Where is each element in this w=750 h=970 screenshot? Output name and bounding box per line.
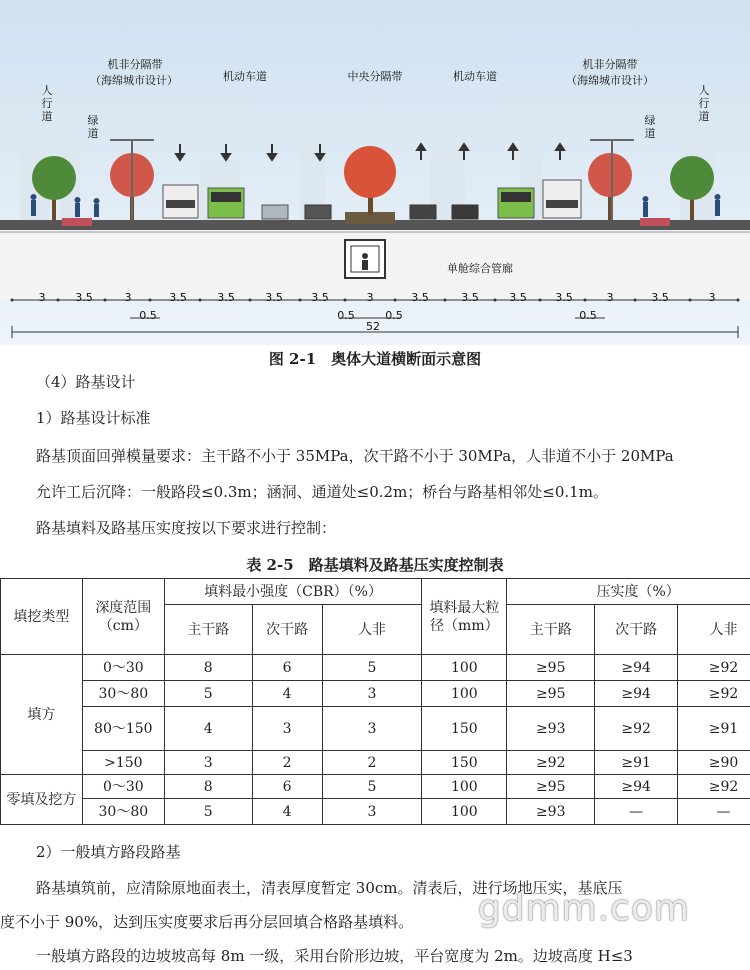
cell: ≥95 <box>507 681 595 707</box>
cell: ≥92 <box>678 775 750 799</box>
label-green-right: 绿道 <box>644 114 656 140</box>
paragraph: 一般填方路段的边坡坡高每 8m 一级，采用台阶形边坡，平台宽度为 2m。边坡高度 H≤3 <box>36 947 633 965</box>
paragraph: 路基填筑前，应清除原地面表土，清表厚度暂定 30cm。清表后，进行场地压实，基底压 <box>36 879 623 897</box>
cell: 3 <box>322 707 422 751</box>
cell: >150 <box>82 751 164 775</box>
dim-label: 3.5 <box>509 291 527 304</box>
cell: 5 <box>164 681 252 707</box>
cell: ≥94 <box>595 655 678 681</box>
section-heading: （4）路基设计 <box>36 373 136 391</box>
watermark: gdmm.com <box>477 888 690 929</box>
subheader-main: 主干路 <box>164 605 252 655</box>
cell: 3 <box>164 751 252 775</box>
header-max-size: 填料最大粒径（mm） <box>422 579 507 655</box>
label-central-divider: 中央分隔带 <box>347 70 403 83</box>
header-compaction: 压实度（%） <box>507 579 750 605</box>
cell: 150 <box>422 707 507 751</box>
cell: 100 <box>422 655 507 681</box>
label-motor-lane-right: 机动车道 <box>453 70 497 83</box>
cell: 100 <box>422 799 507 825</box>
dim-label: 3.5 <box>651 291 669 304</box>
cell: 8 <box>164 655 252 681</box>
header-cbr: 填料最小强度（CBR）（%） <box>164 579 422 605</box>
dim-label: 3.5 <box>169 291 187 304</box>
cell: 3 <box>322 681 422 707</box>
cell: ≥95 <box>507 775 595 799</box>
table-row <box>1 775 750 799</box>
table-row <box>1 655 750 681</box>
cell: 0～30 <box>82 655 164 681</box>
subheader-ped: 人非 <box>678 605 750 655</box>
dim-label: 3.5 <box>217 291 235 304</box>
dim-label: 3 <box>708 291 716 304</box>
dim-label: 3.5 <box>411 291 429 304</box>
subgrade-table <box>0 578 750 825</box>
cell: 5 <box>322 775 422 799</box>
label-green-left: 绿道 <box>87 114 99 140</box>
bike-lane-left <box>62 218 92 226</box>
dim-label: 3 <box>124 291 132 304</box>
paragraph: 度不小于 90%，达到压实度要求后再分层回填合格路基填料。 <box>0 913 414 931</box>
dim-label-small: 0.5 <box>139 309 157 322</box>
subheader-main: 主干路 <box>507 605 595 655</box>
cell: ≥92 <box>595 707 678 751</box>
cell: 4 <box>252 681 322 707</box>
label-motor-lane-left: 机动车道 <box>223 70 267 83</box>
cell: 30～80 <box>82 681 164 707</box>
subheader-ped: 人非 <box>322 605 422 655</box>
cell: 5 <box>322 655 422 681</box>
cell: ≥90 <box>678 751 750 775</box>
group-label: 零填及挖方 <box>1 775 83 825</box>
cell: 2 <box>322 751 422 775</box>
cell: 150 <box>422 751 507 775</box>
cell: ≥93 <box>507 799 595 825</box>
label-sidewalk-left: 人行道 <box>41 84 53 123</box>
cell: 5 <box>164 799 252 825</box>
subheader-secondary: 次干路 <box>252 605 322 655</box>
label-separator-note-left: （海绵城市设计） <box>90 74 178 87</box>
subsection-heading: 2）一般填方路段路基 <box>36 843 181 861</box>
cell: 100 <box>422 775 507 799</box>
cell: 6 <box>252 655 322 681</box>
dim-label: 3.5 <box>265 291 283 304</box>
paragraph: 路基填料及路基压实度按以下要求进行控制： <box>36 519 337 537</box>
cell: 3 <box>252 707 322 751</box>
dim-label: 3 <box>606 291 614 304</box>
cell: 30～80 <box>82 799 164 825</box>
bike-lane-right <box>640 218 670 226</box>
dim-label-small: 0.5 <box>337 309 355 322</box>
table-row <box>1 799 750 825</box>
label-separator-note-right: （海绵城市设计） <box>566 74 654 87</box>
cell: ≥92 <box>678 655 750 681</box>
table-caption: 表 2-5 路基填料及路基压实度控制表 <box>246 556 504 574</box>
cell: 6 <box>252 775 322 799</box>
table-row <box>1 707 750 751</box>
cell: 4 <box>164 707 252 751</box>
dim-label-small: 0.5 <box>385 309 403 322</box>
dim-label: 3.5 <box>311 291 329 304</box>
cross-section-diagram <box>0 0 750 345</box>
cell: 4 <box>252 799 322 825</box>
table-row <box>1 681 750 707</box>
cell: ≥94 <box>595 775 678 799</box>
dim-label: 3.5 <box>555 291 573 304</box>
cell: 2 <box>252 751 322 775</box>
dim-label-small: 0.5 <box>579 309 597 322</box>
paragraph: 路基顶面回弹模量要求：主干路不小于 35MPa，次干路不小于 30MPa，人非道不小于 20MPa <box>36 447 674 465</box>
cell: — <box>678 799 750 825</box>
cell: — <box>595 799 678 825</box>
dim-total: 52 <box>366 320 380 333</box>
cell: ≥95 <box>507 655 595 681</box>
label-sidewalk-right: 人行道 <box>698 84 710 123</box>
subheader-secondary: 次干路 <box>595 605 678 655</box>
dim-label: 3 <box>38 291 46 304</box>
label-separator-right: 机非分隔带 <box>582 58 638 71</box>
cell: ≥91 <box>595 751 678 775</box>
cell: 80～150 <box>82 707 164 751</box>
cell: 8 <box>164 775 252 799</box>
cell: ≥91 <box>678 707 750 751</box>
paragraph: 允许工后沉降：一般路段≤0.3m；涵洞、通道处≤0.2m；桥台与路基相邻处≤0.1m。 <box>36 483 608 501</box>
header-type: 填挖类型 <box>1 579 83 655</box>
dim-label: 3.5 <box>461 291 479 304</box>
subsection-heading: 1）路基设计标准 <box>36 409 151 427</box>
cell: ≥92 <box>678 681 750 707</box>
label-separator-left: 机非分隔带 <box>107 58 163 71</box>
figure-caption: 图 2-1 奥体大道横断面示意图 <box>268 350 482 368</box>
cell: 3 <box>322 799 422 825</box>
cell: ≥93 <box>507 707 595 751</box>
cell: ≥94 <box>595 681 678 707</box>
dim-label: 3 <box>366 291 374 304</box>
header-depth: 深度范围（cm） <box>82 579 164 655</box>
cell: 0～30 <box>82 775 164 799</box>
dim-label: 3.5 <box>75 291 93 304</box>
cell: ≥92 <box>507 751 595 775</box>
group-label: 填方 <box>1 655 83 775</box>
table-row <box>1 751 750 775</box>
cell: 100 <box>422 681 507 707</box>
label-utility-tunnel: 单舱综合管廊 <box>447 262 513 275</box>
